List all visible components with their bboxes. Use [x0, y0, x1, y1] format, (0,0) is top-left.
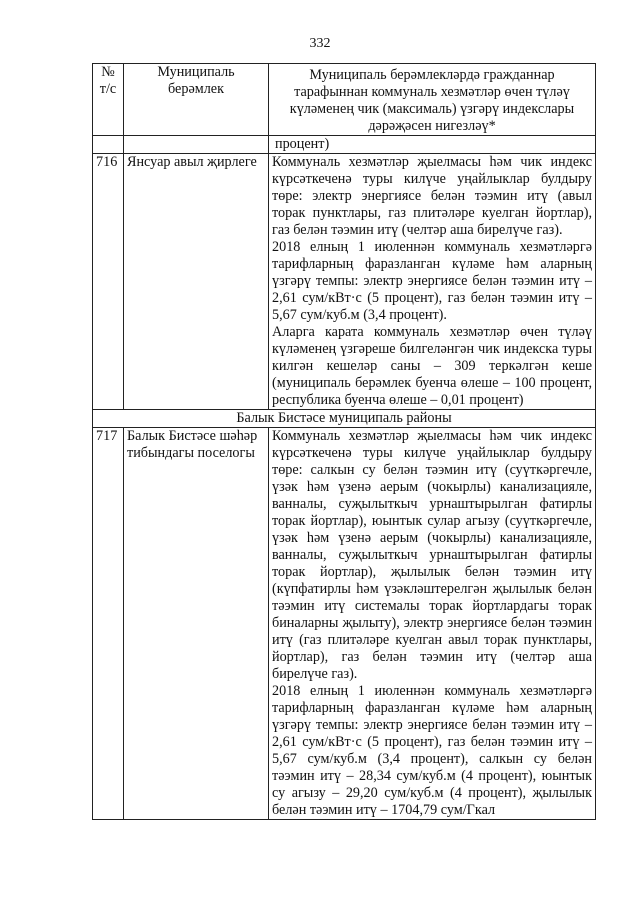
- row-municipality: Янсуар авыл җирлеге: [124, 154, 269, 410]
- description-paragraph: 2018 елның 1 июленнән коммуналь хезмәтләргә тарифларның фаразланган күләме һәм аларның үзгәрү темпы: электр энергиясе белән тәэмин итү – 2,61 сум/кВт·с (5 процент), газ белән тәэмин итү – 5,67 сум/куб.м (3,4 процент), салкын су белән тәэмин итү – 28,34 сум/куб.м (4 процент), юынтык су агызу – 29,20 сум/куб.м (4 процент), җылылык белән тәэмин итү – 1704,79 сум/Гкал: [272, 683, 592, 818]
- continuation-text: процент): [269, 136, 596, 154]
- table-header-row: [93, 64, 596, 136]
- row-municipality: Балык Бистәсе шәһәр тибындагы поселогы: [124, 428, 269, 820]
- continuation-num-cell: [93, 136, 124, 154]
- description-paragraph: Аларга карата коммуналь хезмәтләр өчен түләү күләменең үзгәреше билгеләнгән чик индекска туры килгән кешеләр саны – 309 теркәлгән кеше (муниципаль берәмлек буенча өлеше – 100 процент, республика буенча өлеше – 0,01 процент): [272, 324, 592, 408]
- indices-table: [92, 63, 596, 820]
- continuation-name-cell: [124, 136, 269, 154]
- row-description: [269, 428, 596, 820]
- row-description: [269, 154, 596, 410]
- header-municipality: Муниципаль берәмлек: [124, 64, 269, 136]
- continuation-row: [93, 136, 596, 154]
- page-number: 332: [309, 36, 331, 51]
- description-paragraph: Коммуналь хезмәтләр җыелмасы һәм чик индекс күрсәткеченә туры килүче уңайлыклар булдыру төре: электр энергиясе белән тәэмин итү (авыл торак пунктлары, газ плитәләре куелган йортлар), газ белән тәэмин итү (челтәр аша бирелүче газ).: [272, 154, 592, 238]
- header-description: Муниципаль берәмлекләрдә гражданнар тарафыннан коммуналь хезмәтләр өчен түләү күләменең чик (максималь) үзгәрү индекслары дәрәҗәсен нигезләү*: [269, 64, 596, 136]
- row-number: 717: [93, 428, 124, 820]
- header-number: № т/с: [93, 64, 124, 136]
- description-paragraph: 2018 елның 1 июленнән коммуналь хезмәтләргә тарифларның фаразланган күләме һәм аларның үзгәрү темпы: электр энергиясе белән тәэмин итү – 2,61 сум/кВт·с (5 процент), газ белән тәэмин итү – 5,67 сум/куб.м (3,4 процент).: [272, 239, 592, 323]
- section-title: Балык Бистәсе муниципаль районы: [93, 410, 596, 428]
- description-paragraph: Коммуналь хезмәтләр җыелмасы һәм чик индекс күрсәткеченә туры килүче уңайлыклар булдыру төре: салкын су белән тәэмин итү (суүткәргечле, үзәк һәм үзенә аерым (чокырлы) канализацияле, ванналы, суҗылыткыч урнаштырылган фатирлы торак йортлар), юынтык сулар агызу (суүткәргечле, үзәк һәм үзенә аерым (чокырлы) канализацияле, ванналы, суҗылыткыч урнаштырылган фатирлы торак йортлар), җылылык белән тәэмин итү (күпфатирлы һәм үзәкләштерелгән җылылык белән тәэмин итү системалы торак йортлардагы торак биналарны җылыту), электр энергиясе белән тәэмин итү (газ плитәләре куелган авыл торак пунктлары, йортлар), газ белән тәэмин итү (челтәр аша бирелүче газ).: [272, 428, 592, 682]
- table-row: [93, 154, 596, 410]
- section-row: [93, 410, 596, 428]
- row-number: 716: [93, 154, 124, 410]
- table-row: [93, 428, 596, 820]
